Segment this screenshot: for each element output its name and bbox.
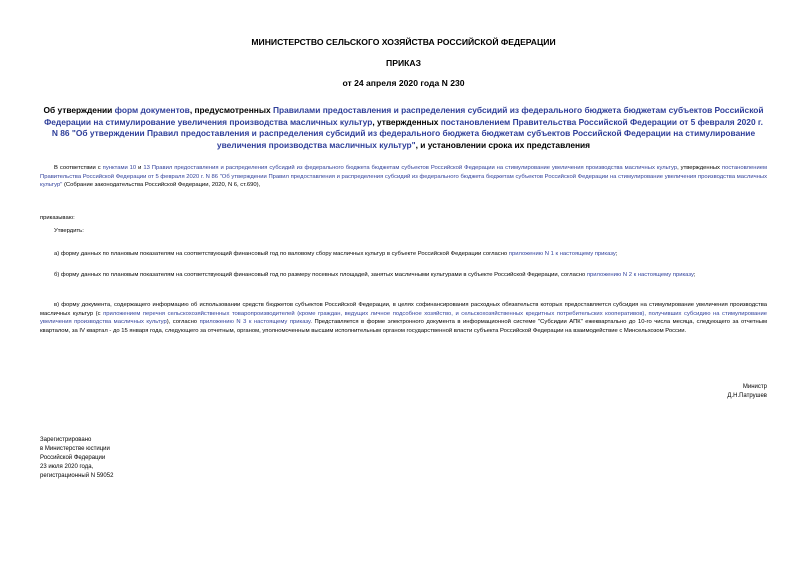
preamble-text: В соответствии с — [54, 165, 103, 171]
preamble-text: , утвержденных — [677, 165, 722, 171]
link-point-10[interactable]: пунктами 10 — [102, 165, 137, 171]
registration-number: регистрационный N 59052 — [40, 473, 114, 479]
link-appendix-3[interactable]: приложению N 3 к настоящему приказу — [199, 319, 311, 326]
item-c-text: в) форму документа, содержащего информацию об использовании средств бюджетов субъектов Российской Федерации, в целях софинансирования расходных обязательств которых предоставляется субсидия на стимулирование увеличения производства масличных культур (с — [40, 302, 767, 317]
ministry-name: МИНИСТЕРСТВО СЕЛЬСКОГО ХОЗЯЙСТВА РОССИЙСКОЙ ФЕДЕРАЦИИ — [251, 37, 556, 47]
link-appendix-2[interactable]: приложению N 2 к настоящему приказу — [586, 272, 694, 278]
item-c-text: . Представляется в форме электронного документа в информационной системе "Субсидии АПК" ежеквартально до 10-го числа месяца, следующего за отчетным кварталом, за IV квартал - до 15 января года, следующего за отчетным, органом, уполномоченным высшим исполнительным органом государственной власти субъекта Российской Федерации на взаимодействие с Минсельхозом России. — [40, 319, 767, 334]
item-b — [40, 271, 767, 280]
item-b-text: б) форму данных по плановым показателям на соответствующий финансовый год по размеру посевных площадей, занятых масличными культурами в субъекте Российской Федерации, согласно — [54, 272, 587, 278]
order-word: приказываю: — [40, 215, 75, 221]
signatory-name: Д.Н.Патрушев — [727, 393, 767, 399]
document-type: ПРИКАЗ — [386, 58, 421, 68]
item-c-text: ), согласно — [166, 319, 200, 326]
item-c — [40, 301, 767, 335]
item-a-text: а) форму данных по плановым показателям на соответствующий финансовый год по валовому сбору масличных культур в субъекте Российской Федерации согласно — [54, 251, 509, 257]
link-appendix-1[interactable]: приложению N 1 к настоящему приказу — [508, 251, 616, 257]
registration-line: в Министерстве юстиции — [40, 446, 110, 452]
link-producers-list[interactable]: приложением перечня сельскохозяйственных товаропроизводителей (кроме граждан, ведущих личное подсобное хозяйство, и сельскохозяйственных кредитных потребительских кооперативов), получивших субсидию на стимулирование увеличения производства масличных культур — [40, 310, 767, 326]
registration-block — [40, 436, 113, 481]
title-link-rules[interactable]: Правилами предоставления и распределения субсидий из федерального бюджета бюджетам субъектов Российской Федерации на стимулирование увеличения производства масличных культур — [44, 105, 764, 127]
link-point-13-rules[interactable]: 13 Правил предоставления и распределения субсидий из федерального бюджета бюджетам субъектов Российской Федерации на стимулирование увеличения производства масличных культур — [143, 165, 678, 171]
title-text: , и установлении срока их представления — [415, 139, 591, 150]
title-text: , предусмотренных — [189, 105, 273, 115]
preamble-text: и — [136, 165, 144, 171]
title-text: , утвержденных — [372, 116, 441, 127]
preamble-paragraph — [40, 164, 767, 190]
registration-date: 23 июля 2020 года, — [40, 464, 94, 470]
registration-line: Зарегистрировано — [40, 437, 92, 443]
signatory-position: Министр — [742, 384, 767, 390]
item-b-text: ; — [693, 272, 696, 278]
title-text: Об утверждении — [43, 105, 115, 115]
preamble-text: (Собрание законодательства Российской Федерации, 2020, N 6, ст.690), — [62, 182, 261, 189]
approve-word: Утвердить: — [54, 228, 84, 234]
title-link-forms[interactable]: форм документов — [114, 105, 190, 115]
item-a-text: ; — [615, 251, 618, 257]
link-decree-86[interactable]: постановлением Правительства Российской Федерации от 5 февраля 2020 г. N 86 "Об утверждении Правил предоставления и распределения субсидий из федерального бюджета бюджетам субъектов Российской Федерации на стимулирование увеличения производства масличных культур" — [40, 165, 767, 189]
item-a — [40, 250, 767, 259]
registration-line: Российской Федерации — [40, 455, 106, 461]
signature-block — [727, 383, 767, 401]
title-link-decree[interactable]: постановлением Правительства Российской Федерации от 5 февраля 2020 г. N 86 "Об утверждении Правил предоставления и распределения субсидий из федерального бюджета бюджетам субъектов Российской Федерации на стимулирование увеличения производства масличных культур" — [51, 116, 763, 150]
document-date-number: от 24 апреля 2020 года N 230 — [342, 78, 465, 88]
document-title — [42, 105, 765, 151]
